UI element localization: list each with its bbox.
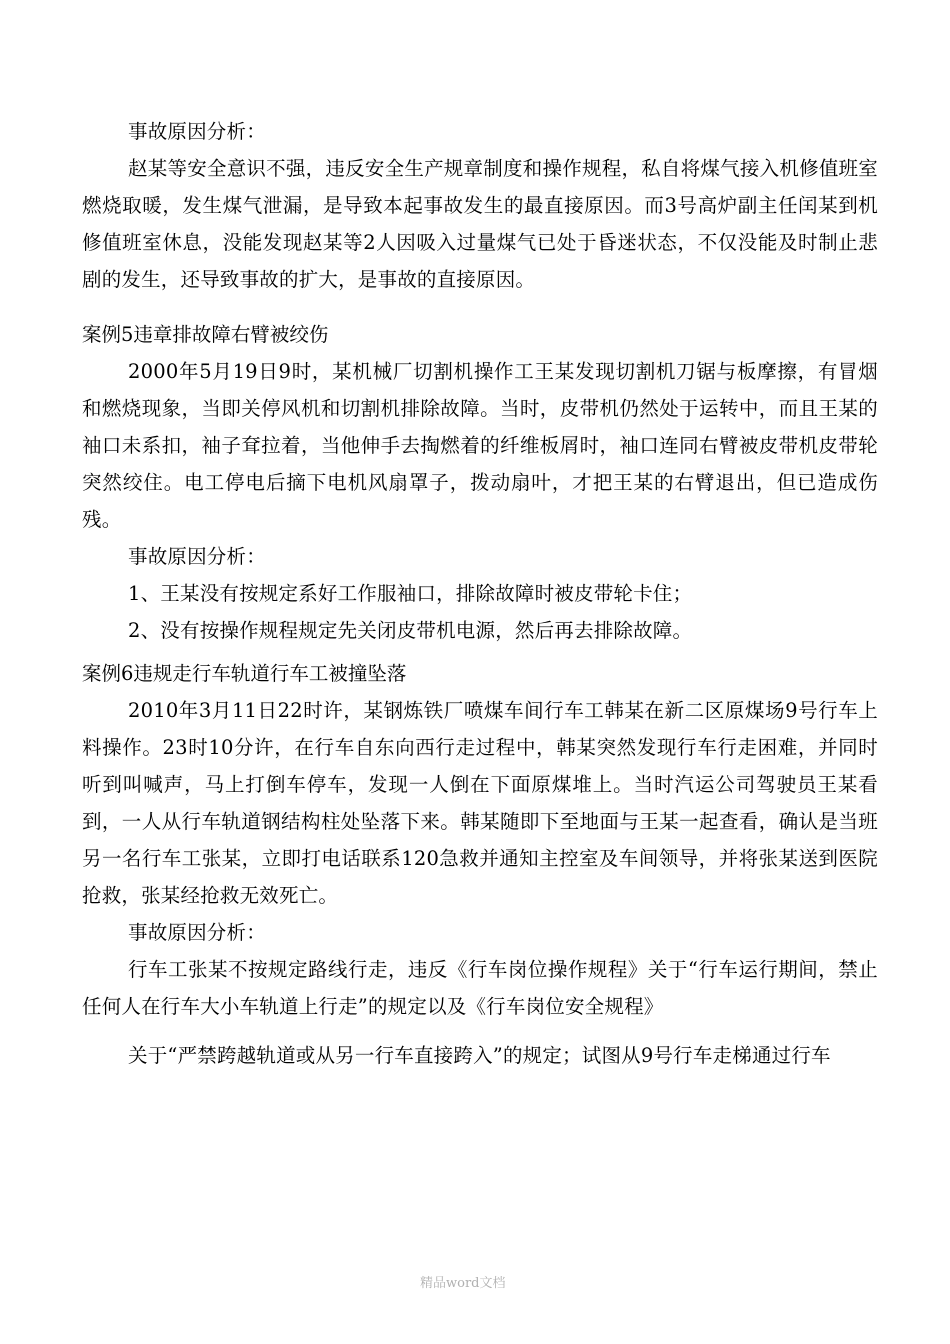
document-page [82,113,878,1074]
analysis-paragraph-3b: 关于“严禁跨越轨道或从另一行车直接跨入”的规定；试图从9号行车走梯通过行车 [128,1044,831,1067]
cause-item-2: 2、没有按操作规程规定先关闭皮带机电源，然后再去排除故障。 [128,619,693,642]
analysis-heading-3: 事故原因分析： [128,921,266,944]
case-6-narrative: 2010年3月11日22时许，某钢炼铁厂喷煤车间行车工韩某在新二区原煤场9号行车上料操作。23时10分许，在行车自东向西行走过程中，韩某突然发现行车行走困难，并同时听到叫喊声，马上打倒车停车，发现一人倒在下面原煤堆上。当时汽运公司驾驶员王某看到，一人从行车轨道钢结构柱处坠落下来。韩某随即下至地面与王某一起查看，确认是当班另一名行车工张某，立即打电话联系120急救并通知主控室及车间领导，并将张某送到医院抢救，张某经抢救无效死亡。 [82,699,878,907]
analysis-heading-1: 事故原因分析： [128,120,266,143]
footer-watermark: 精品word文档 [420,1276,506,1291]
case-5-title: 案例5违章排故障右臂被绞伤 [82,323,329,346]
analysis-paragraph-1: 赵某等安全意识不强，违反安全生产规章制度和操作规程，私自将煤气接入机修值班室燃烧取暖，发生煤气泄漏，是导致本起事故发生的最直接原因。而3号高炉副主任闰某到机修值班室休息，没能发现赵某等2人因吸入过量煤气已处于昏迷状态，不仅没能及时制止悲剧的发生，还导致事故的扩大，是事故的直接原因。 [82,157,878,291]
analysis-heading-2: 事故原因分析： [128,545,266,568]
case-6-title: 案例6违规走行车轨道行车工被撞坠落 [82,662,407,685]
analysis-paragraph-3a: 行车工张某不按规定路线行走，违反《行车岗位操作规程》关于“行车运行期间，禁止任何人在行车大小车轨道上行走”的规定以及《行车岗位安全规程》 [82,958,878,1018]
case-5-narrative: 2000年5月19日9时，某机械厂切割机操作工王某发现切割机刀锯与板摩擦，有冒烟和燃烧现象，当即关停风机和切割机排除故障。当时，皮带机仍然处于运转中，而且王某的袖口未系扣，袖子耷拉着，当他伸手去掏燃着的纤维板屑时，袖口连同右臂被皮带机皮带轮突然绞住。电工停电后摘下电机风扇罩子，拨动扇叶，才把王某的右臂退出，但已造成伤残。 [82,360,878,531]
cause-item-1: 1、王某没有按规定系好工作服袖口，排除故障时被皮带轮卡住； [128,582,693,605]
